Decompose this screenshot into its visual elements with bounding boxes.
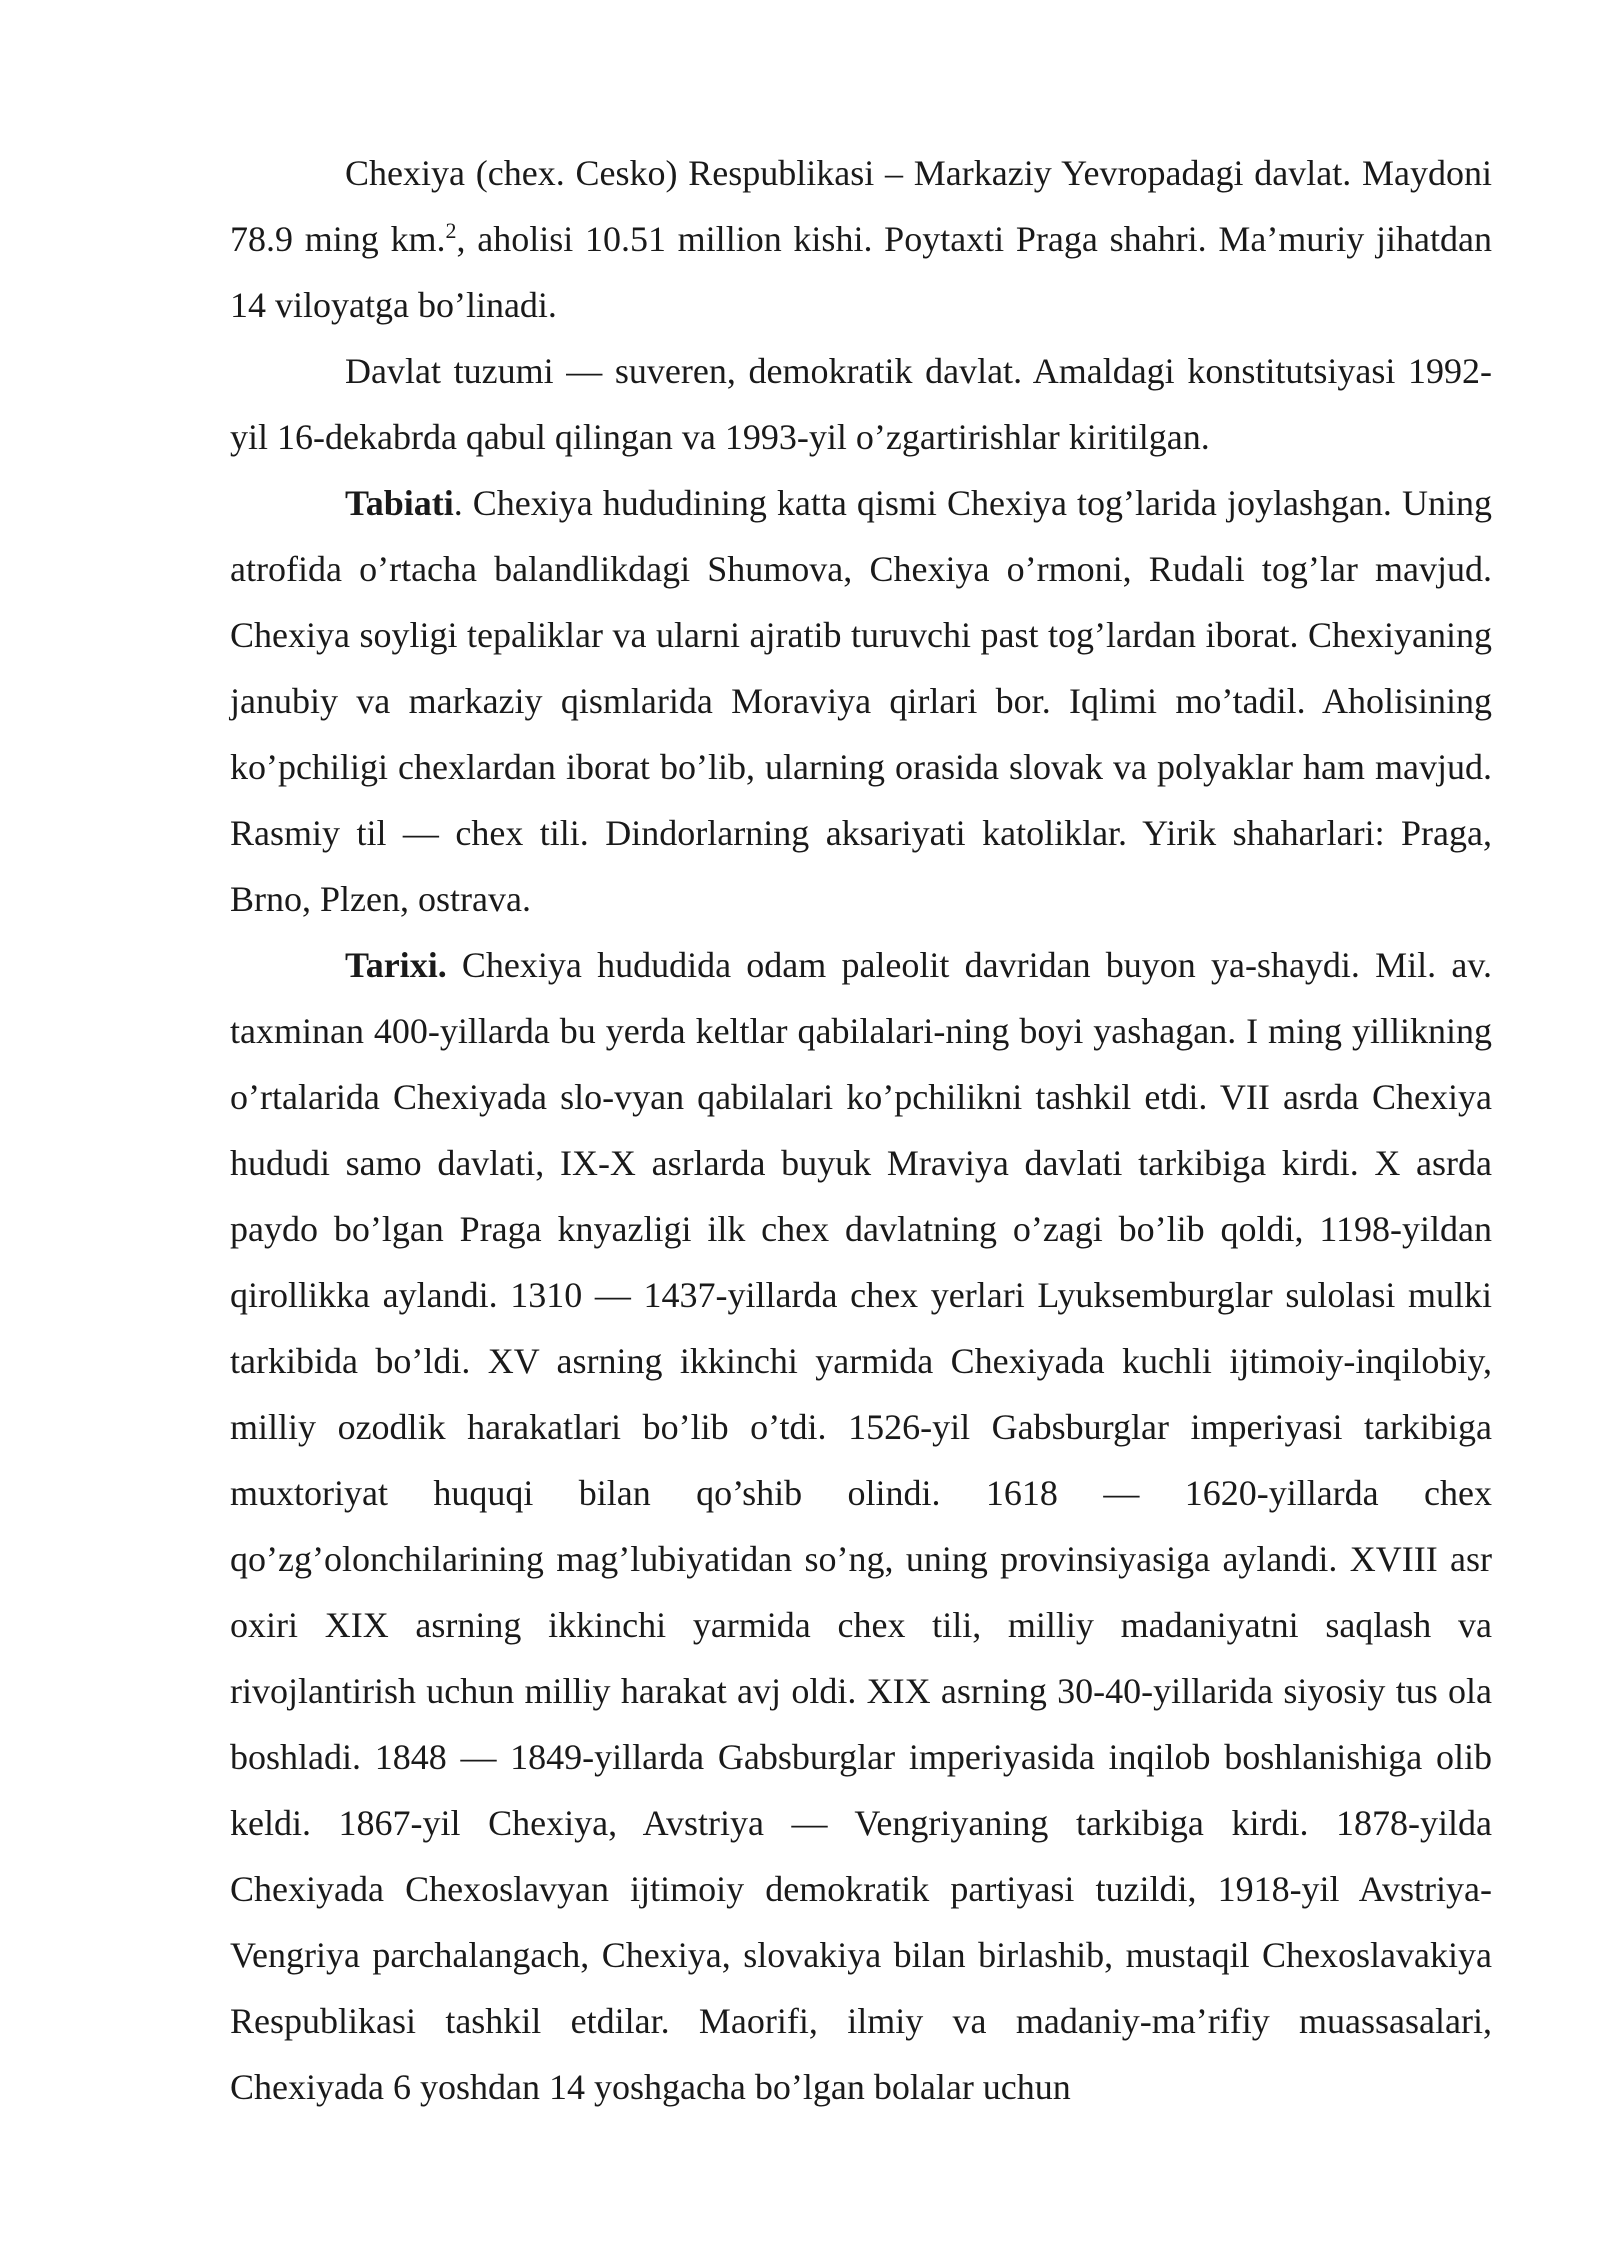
paragraph-intro: [230, 140, 1492, 338]
nature-text: . Chexiya hududining katta qismi Chexiya tog’larida joylashgan. Uning atrofida o’rtacha balandlikdagi Shumova, Chexiya o’rmoni, Rudali tog’lar mavjud. Chexiya soyligi tepaliklar va ularni ajratib turuvchi past tog’lardan iborat. Chexiyaning janubiy va markaziy qismlarida Moraviya qirlari bor. Iqlimi mo’tadil. Aholisining ko’pchiligi chexlardan iborat bo’lib, ularning orasida slovak va polyaklar ham mavjud. Rasmiy til — chex tili. Dindorlarning aksariyati katoliklar. Yirik shaharlari: Praga, Brno, Plzen, ostrava.: [230, 483, 1492, 919]
history-heading: Tarixi.: [345, 945, 447, 985]
paragraph-government: [230, 338, 1492, 470]
superscript-2: 2: [445, 218, 457, 243]
nature-heading: Tabiati: [345, 483, 454, 523]
paragraph-history: [230, 932, 1492, 2120]
government-text: Davlat tuzumi — suveren, demokratik davlat. Amaldagi konstitutsiyasi 1992-yil 16-dekabrda qabul qilingan va 1993-yil o’zgartirishlar kiritilgan.: [230, 351, 1492, 457]
paragraph-nature: [230, 470, 1492, 932]
document-body: [230, 140, 1492, 2120]
intro-text-part2: , aholisi 10.51 million kishi. Poytaxti Praga shahri. Ma’muriy jihatdan 14 viloyatga bo’linadi.: [230, 219, 1492, 325]
intro-text-part1: Chexiya (chex. Cesko) Respublikasi – Markaziy Yevropadagi davlat. Maydoni 78.9 ming km.: [230, 153, 1492, 259]
history-text: Chexiya hududida odam paleolit davridan buyon ya-shaydi. Mil. av. taxminan 400-yillarda bu yerda keltlar qabilalari-ning boyi yashagan. I ming yillikning o’rtalarida Chexiyada slo-vyan qabilalari ko’pchilikni tashkil etdi. VII asrda Chexiya hududi samo davlati, IX-X asrlarda buyuk Mraviya davlati tarkibiga kirdi. X asrda paydo bo’lgan Praga knyazligi ilk chex davlatning o’zagi bo’lib qoldi, 1198-yildan qirollikka aylandi. 1310 — 1437-yillarda chex yerlari Lyuksemburglar sulolasi mulki tarkibida bo’ldi. XV asrning ikkinchi yarmida Chexiyada kuchli ijtimoiy-inqilobiy, milliy ozodlik harakatlari bo’lib o’tdi. 1526-yil Gabsburglar imperiyasi tarkibiga muxtoriyat huquqi bilan qo’shib olindi. 1618 — 1620-yillarda chex qo’zg’olonchilarining mag’lubiyatidan so’ng, uning provinsiyasiga aylandi. XVIII asr oxiri XIX asrning ikkinchi yarmida chex tili, milliy madaniyatni saqlash va rivojlantirish uchun milliy harakat avj oldi. XIX asrning 30-40-yillarida siyosiy tus ola boshladi. 1848 — 1849-yillarda Gabsburglar imperiyasida inqilob boshlanishiga olib keldi. 1867-yil Chexiya, Avstriya — Vengriyaning tarkibiga kirdi. 1878-yilda Chexiyada Chexoslavyan ijtimoiy demokratik partiyasi tuzildi, 1918-yil Avstriya-Vengriya parchalangach, Chexiya, slovakiya bilan birlashib, mustaqil Chexoslavakiya Respublikasi tashkil etdilar. Maorifi, ilmiy va madaniy-ma’rifiy muassasalari, Chexiyada 6 yoshdan 14 yoshgacha bo’lgan bolalar uchun: [230, 945, 1492, 2107]
